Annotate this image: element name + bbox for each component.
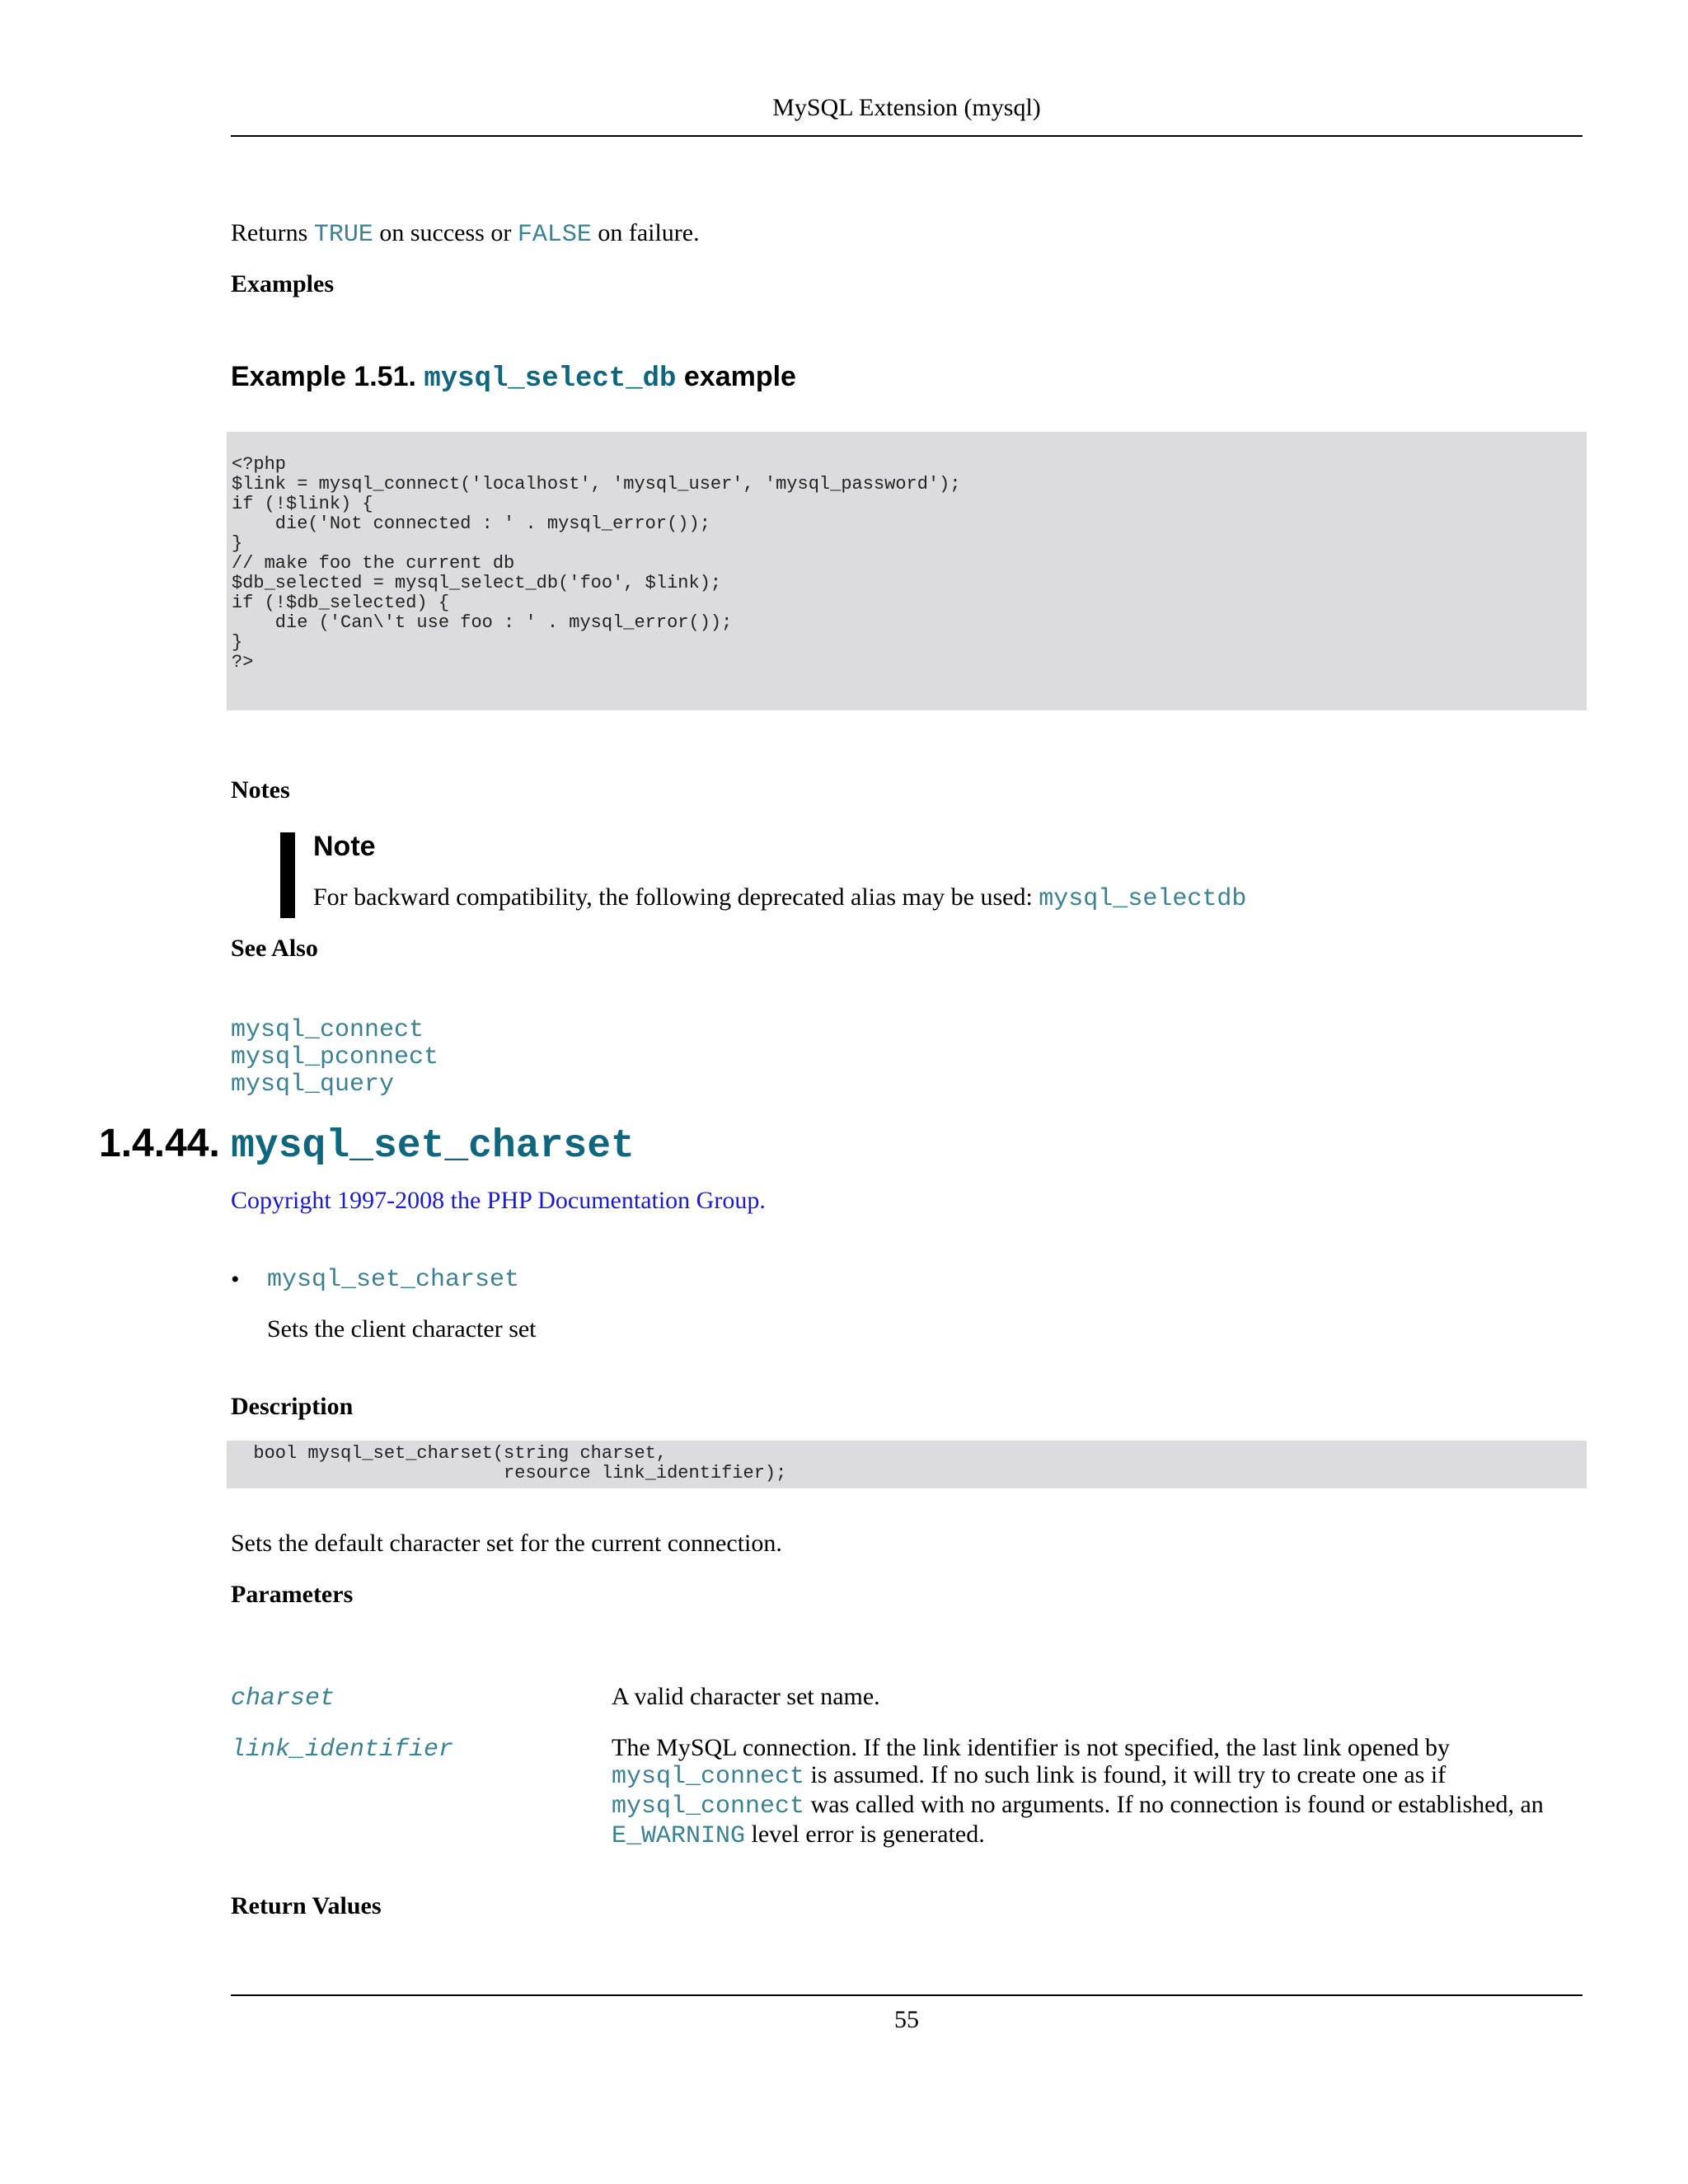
see-also-item-mysql-query[interactable]: mysql_query [231,1071,395,1099]
signature-block [227,1441,1587,1488]
section-number: 1.4.44. [99,1122,232,1165]
example-number: Example 1.51. [231,361,424,392]
example-func-link[interactable]: mysql_select_db [424,363,677,395]
param-link-line-2: mysql_connect is assumed. If no such link is found, it will try to create one as if [612,1761,1447,1791]
example-title [231,361,796,395]
param-link-line-1: The MySQL connection. If the link identifier is not specified, the last link opened by [612,1734,1450,1761]
return-values-label: Return Values [231,1892,382,1919]
mysql-connect-link-1[interactable]: mysql_connect [612,1763,805,1791]
footer-rule [231,1994,1582,1996]
param-link-identifier-name[interactable]: link_identifier [231,1736,454,1764]
note-text [313,883,1246,913]
false-constant-link[interactable]: FALSE [517,221,592,249]
param-link-line-4: E_WARNING level error is generated. [612,1821,985,1850]
description-text: Sets the default character set for the current connection. [231,1530,782,1557]
section-func-link[interactable]: mysql_set_charset [231,1124,635,1169]
note-alias-link[interactable]: mysql_selectdb [1039,885,1247,913]
param-link-identifier-desc [612,1734,1584,1850]
see-also-label: See Also [231,935,318,962]
returns-suffix: on failure. [591,219,700,246]
returns-prefix: Returns [231,219,314,246]
see-also-item-mysql-connect[interactable]: mysql_connect [231,1016,424,1044]
param-charset-desc: A valid character set name. [612,1683,880,1710]
see-also-item-mysql-pconnect[interactable]: mysql_pconnect [231,1043,439,1071]
function-signature: bool mysql_set_charset(string charset, resource link_identifier); [253,1443,787,1483]
examples-label: Examples [231,270,335,298]
header-rule [231,135,1582,137]
bullet-description: Sets the client character set [267,1315,537,1343]
notes-label: Notes [231,776,290,804]
see-also-list [231,1017,438,1099]
bullet-func-link[interactable]: mysql_set_charset [267,1266,520,1294]
true-constant-link[interactable]: TRUE [313,221,373,249]
returns-middle: on success or [373,219,518,246]
param-charset-name[interactable]: charset [231,1685,335,1713]
e-warning-link[interactable]: E_WARNING [612,1822,746,1850]
parameters-label: Parameters [231,1581,354,1608]
bullet-dot: • [231,1266,240,1293]
example-code: <?php $link = mysql_connect('localhost', 'mysql_user', 'mysql_password'); if (!$link) { die('Not connected : ' . mysql_error()); } // make foo the current db $db_selected = mysql_select_db('foo', $link); if (!$db_selected) { die ('Can\'t use foo : ' . mysql_error()); } ?> [232,454,961,673]
section-heading [99,1121,635,1169]
page-header-title: MySQL Extension (mysql) [772,94,1041,121]
param-link-line-3: mysql_connect was called with no arguments. If no connection is found or established, an [612,1791,1544,1821]
example-suffix: example [676,361,796,392]
mysql-connect-link-2[interactable]: mysql_connect [612,1793,805,1821]
page-number: 55 [894,2006,919,2033]
note-title: Note [313,831,376,862]
copyright-link[interactable]: Copyright 1997-2008 the PHP Documentation Group. [231,1187,766,1214]
returns-text [231,219,700,249]
example-code-block [227,432,1587,710]
note-sidebar-bar [280,832,295,918]
note-text-body: For backward compatibility, the following deprecated alias may be used: [313,883,1039,911]
description-label: Description [231,1393,354,1420]
